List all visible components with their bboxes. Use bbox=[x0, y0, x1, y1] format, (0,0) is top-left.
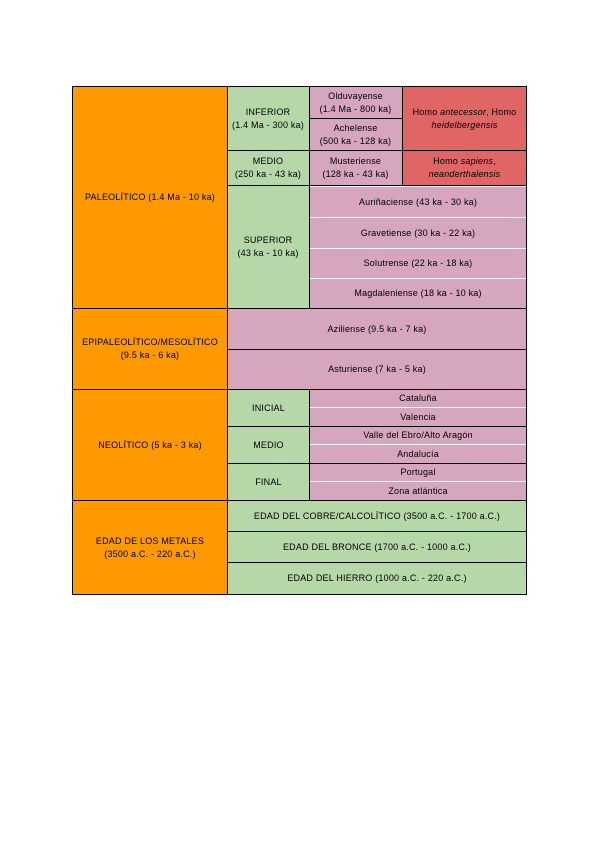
phase-superior-range: (43 ka - 10 ka) bbox=[237, 248, 299, 258]
region-ebro-aragon: Valle del Ebro/Alto Aragón bbox=[310, 427, 526, 444]
grid-line bbox=[227, 463, 526, 464]
grid-line bbox=[309, 118, 402, 119]
species-inferior bbox=[403, 87, 526, 150]
grid-line bbox=[309, 390, 310, 500]
period-metales bbox=[73, 501, 227, 594]
grid-line bbox=[402, 87, 403, 185]
phase-medio-paleo bbox=[227, 151, 309, 185]
grid-line bbox=[227, 349, 526, 350]
culture-musteriense bbox=[309, 151, 402, 185]
culture-olduvayense-range: (1.4 Ma - 800 ka) bbox=[319, 103, 392, 114]
culture-olduvayense bbox=[309, 87, 402, 118]
phase-medio-paleo-range: (250 ka - 43 ka) bbox=[234, 169, 302, 179]
period-epipaleolitico bbox=[73, 309, 227, 389]
period-paleolitico bbox=[73, 87, 227, 308]
phase-superior bbox=[227, 186, 309, 308]
grid-line bbox=[73, 308, 526, 309]
period-neolitico-label: NEOLÍTICO (5 ka - 3 ka) bbox=[98, 439, 202, 450]
period-paleolitico-label: PALEOLÍTICO (1.4 Ma - 10 ka) bbox=[85, 192, 215, 202]
grid-line bbox=[227, 150, 526, 151]
culture-solutrense: Solutrense (22 ka - 18 ka) bbox=[310, 248, 526, 278]
species-medio bbox=[403, 151, 526, 185]
age-bronce: EDAD DEL BRONCE (1700 a.C. - 1000 a.C.) bbox=[228, 532, 526, 562]
region-zona-atlantica: Zona atlántica bbox=[310, 481, 526, 500]
region-andalucia: Andalucía bbox=[310, 444, 526, 463]
period-metales-label: EDAD DE LOS METALES bbox=[95, 535, 205, 546]
culture-musteriense-name: Musteriense bbox=[329, 156, 382, 166]
grid-line bbox=[73, 389, 526, 390]
grid-line bbox=[227, 531, 526, 532]
period-metales-range: (3500 a.C. - 220 a.C.) bbox=[104, 548, 196, 559]
culture-musteriense-range: (128 ka - 43 ka) bbox=[322, 169, 389, 179]
age-hierro: EDAD DEL HIERRO (1000 a.C. - 220 a.C.) bbox=[228, 563, 526, 594]
species-medio-text: Homo sapiens, neanderthalensis bbox=[428, 156, 501, 179]
age-cobre: EDAD DEL COBRE/CALCOLÍTICO (3500 a.C. - 1700 a.C.) bbox=[228, 501, 526, 531]
phase-inicial: INICIAL bbox=[228, 390, 309, 426]
phase-inferior-range: (1.4 Ma - 300 ka) bbox=[232, 119, 304, 130]
culture-achelense-range: (500 ka - 128 ka) bbox=[319, 135, 392, 146]
culture-olduvayense-name: Olduvayense bbox=[328, 90, 383, 101]
culture-achelense-name: Achelense bbox=[333, 122, 378, 133]
period-epipaleolitico-label: EPIPALEOLÍTICO/MESOLÍTICO bbox=[82, 337, 218, 347]
culture-gravetiense: Gravetiense (30 ka - 22 ka) bbox=[310, 217, 526, 248]
phase-medio-paleo-label: MEDIO bbox=[252, 156, 284, 166]
period-epipaleolitico-range: (9.5 ka - 6 ka) bbox=[120, 350, 180, 360]
culture-magdaleniense: Magdaleniense (18 ka - 10 ka) bbox=[310, 278, 526, 308]
grid-line bbox=[73, 500, 526, 501]
culture-aziliense: Aziliense (9.5 ka - 7 ka) bbox=[228, 309, 526, 349]
phase-inferior-label: INFERIOR bbox=[245, 106, 291, 117]
period-neolitico bbox=[73, 390, 227, 500]
grid-line bbox=[227, 185, 526, 186]
culture-achelense bbox=[309, 119, 402, 150]
grid-line bbox=[227, 562, 526, 563]
phase-final: FINAL bbox=[228, 464, 309, 500]
culture-auriñaciense: Auriñaciense (43 ka - 30 ka) bbox=[310, 187, 526, 217]
region-cataluna: Cataluña bbox=[310, 390, 526, 407]
grid-line bbox=[227, 426, 526, 427]
phase-medio-neo: MEDIO bbox=[228, 427, 309, 463]
culture-asturiense: Asturiense (7 ka - 5 ka) bbox=[228, 350, 526, 389]
phase-inferior bbox=[227, 87, 309, 150]
region-portugal: Portugal bbox=[310, 464, 526, 481]
phase-superior-label: SUPERIOR bbox=[243, 235, 293, 245]
grid-line bbox=[309, 87, 310, 308]
species-inferior-text: Homo antecessor, Homo heidelbergensis bbox=[412, 106, 517, 130]
region-valencia: Valencia bbox=[310, 407, 526, 426]
grid-line bbox=[227, 87, 228, 594]
